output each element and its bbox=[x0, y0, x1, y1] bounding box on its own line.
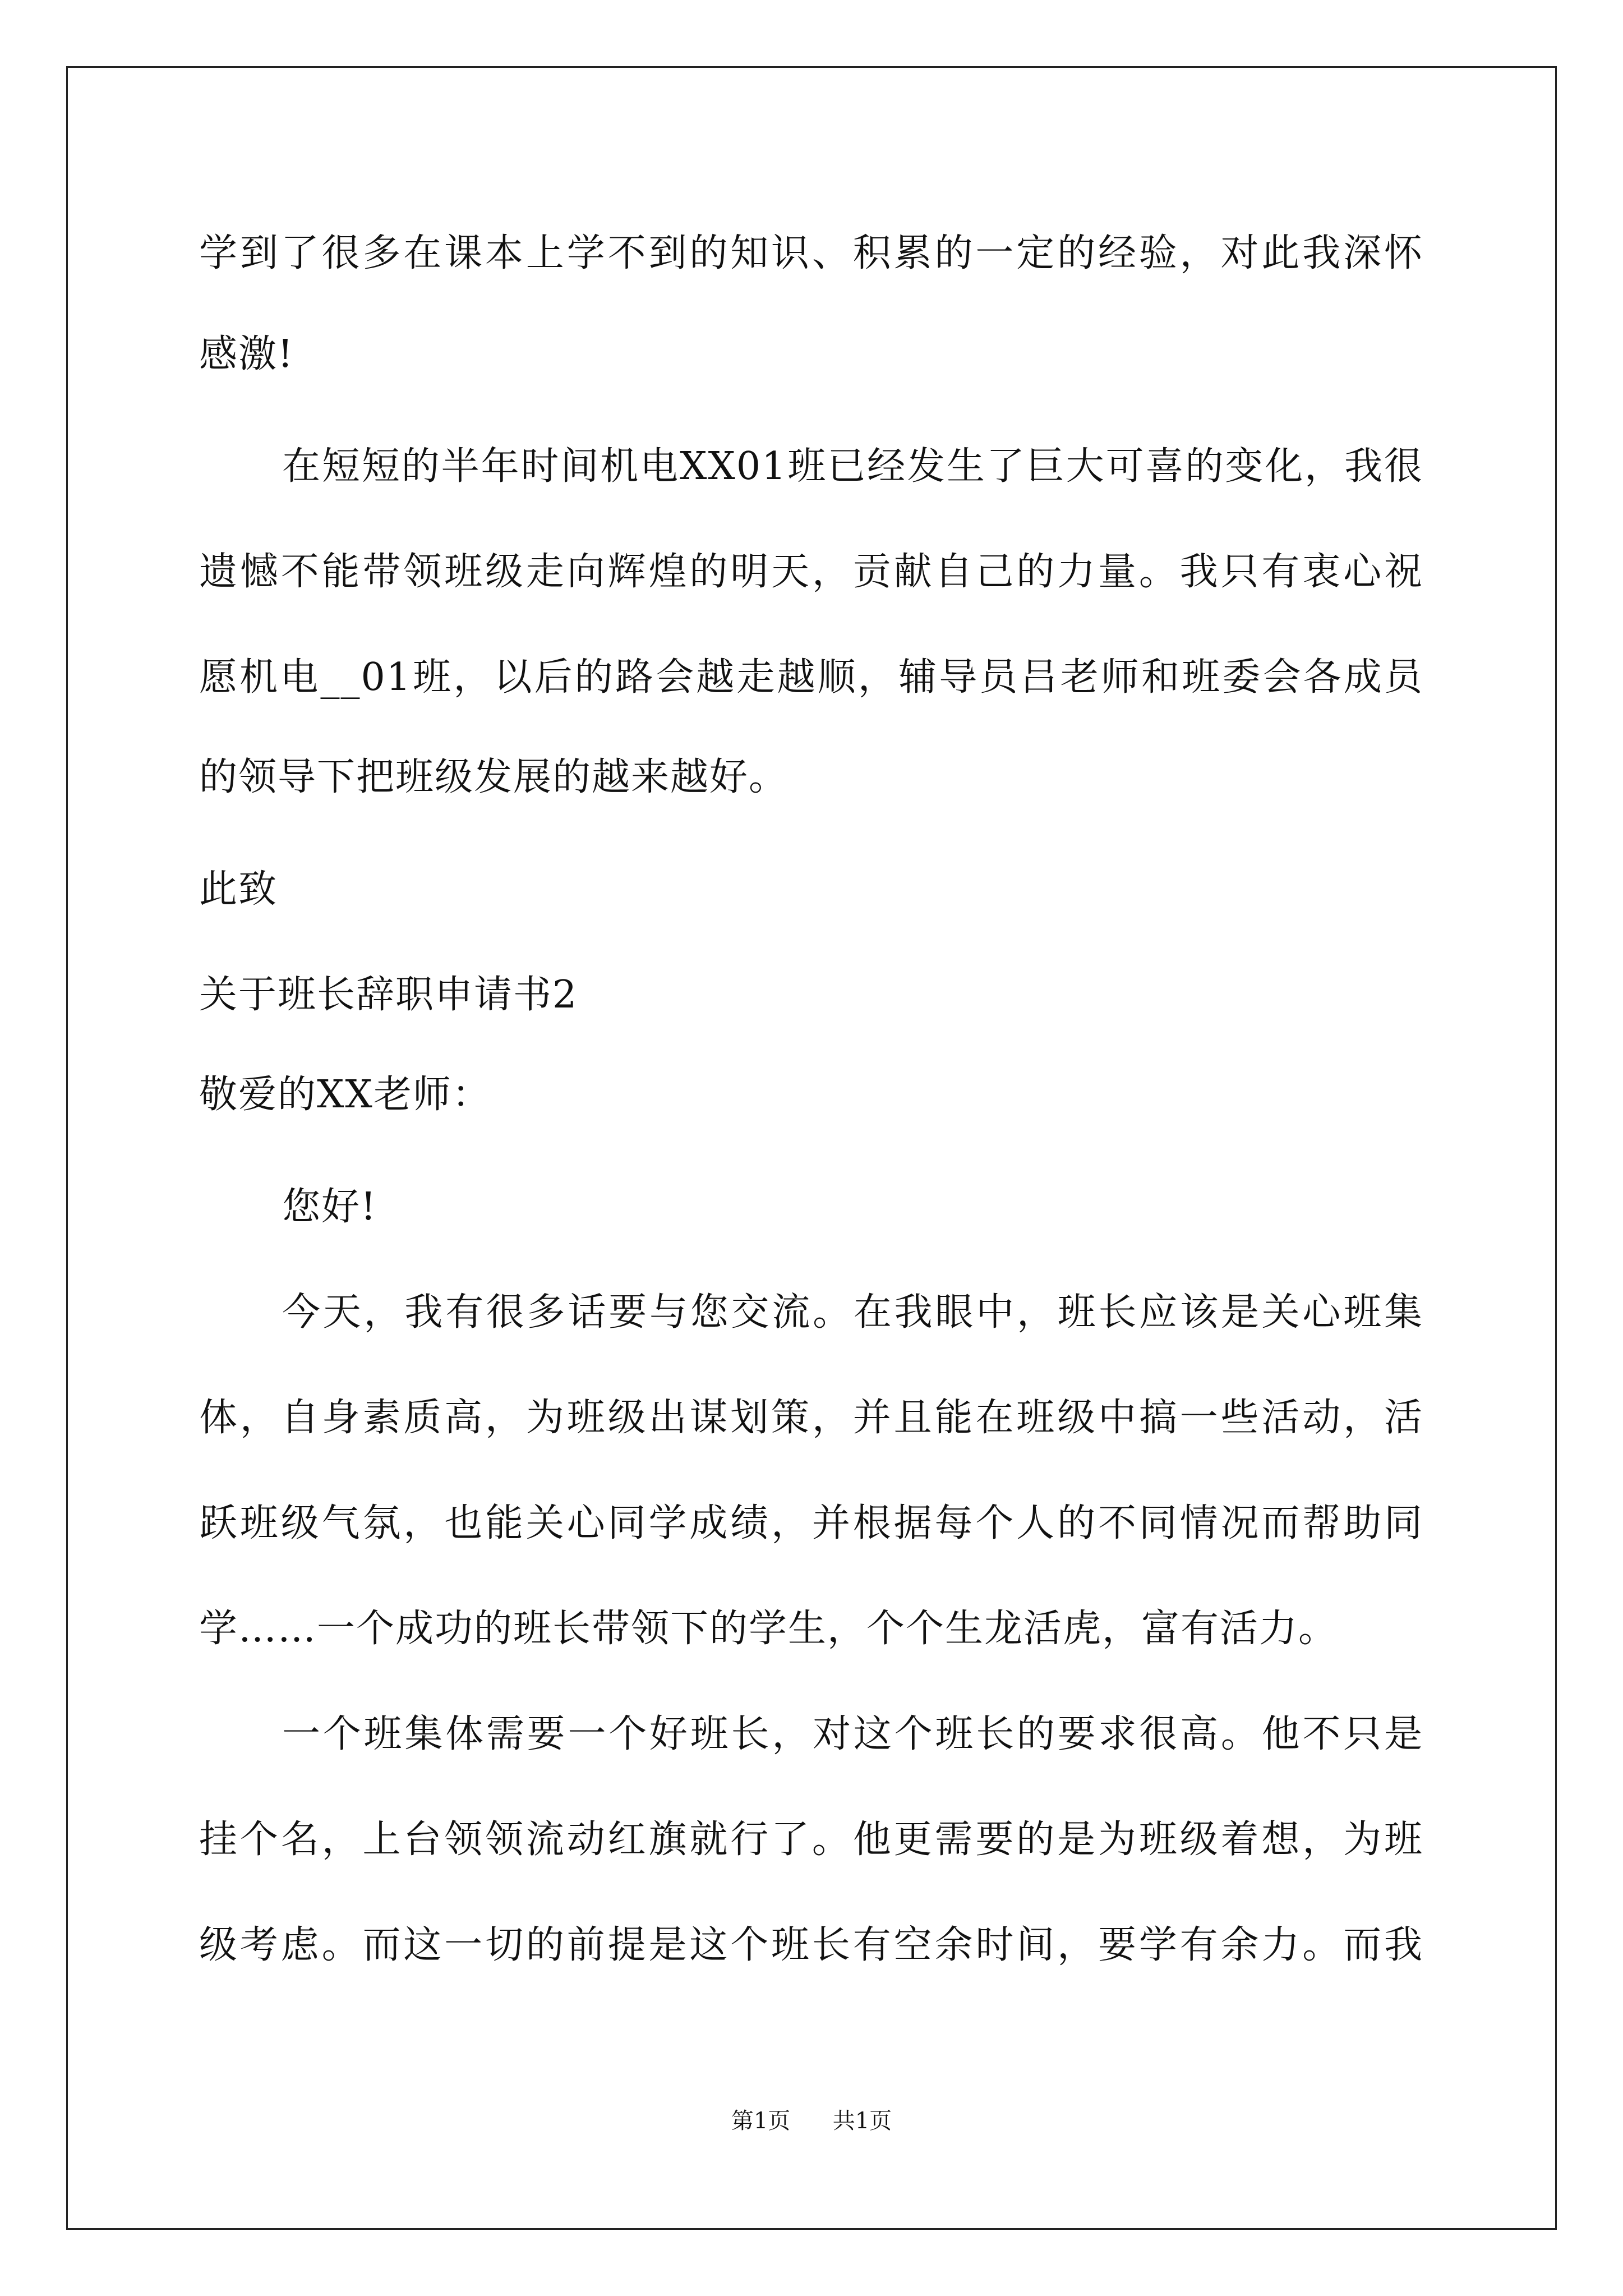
paragraph-start-line: 一个班集体需要一个好班长，对这个班长的要求很高。他不只是 bbox=[282, 1712, 1423, 1756]
page-footer bbox=[0, 2107, 1623, 2135]
text-line: 学到了很多在课本上学不到的知识、积累的一定的经验，对此我深怀 bbox=[199, 231, 1423, 275]
text-line: 愿机电__01班，以后的路会越走越顺，辅导员吕老师和班委会各成员 bbox=[199, 655, 1423, 700]
text-line: 挂个名，上台领领流动红旗就行了。他更需要的是为班级着想，为班 bbox=[199, 1818, 1423, 1862]
text-line: 的领导下把班级发展的越来越好。 bbox=[199, 755, 789, 799]
text-line: 级考虑。而这一切的前提是这个班长有空余时间，要学有余力。而我 bbox=[199, 1923, 1423, 1967]
greeting-line: 敬爱的XX老师： bbox=[199, 1073, 491, 1117]
text-line: 体，自身素质高，为班级出谋划策，并且能在班级中搞一些活动，活 bbox=[199, 1396, 1423, 1440]
page-frame bbox=[66, 66, 1557, 2230]
page-total: 共1页 bbox=[832, 2108, 892, 2134]
section-title: 关于班长辞职申请书2 bbox=[199, 973, 578, 1017]
text-line: 感激! bbox=[199, 332, 294, 376]
salutation-line: 此致 bbox=[199, 867, 278, 912]
text-line: 遗憾不能带领班级走向辉煌的明天，贡献自己的力量。我只有衷心祝 bbox=[199, 550, 1423, 594]
paragraph-start-line: 在短短的半年时间机电XX01班已经发生了巨大可喜的变化，我很 bbox=[282, 444, 1423, 489]
paragraph-start-line: 今天，我有很多话要与您交流。在我眼中，班长应该是关心班集 bbox=[282, 1290, 1423, 1335]
text-line: 跃班级气氛，也能关心同学成绩，并根据每个人的不同情况而帮助同 bbox=[199, 1501, 1423, 1545]
text-line: 学……一个成功的班长带领下的学生，个个生龙活虎，富有活力。 bbox=[199, 1607, 1338, 1651]
greeting-line: 您好! bbox=[282, 1185, 377, 1229]
page-number: 第1页 bbox=[731, 2108, 791, 2134]
